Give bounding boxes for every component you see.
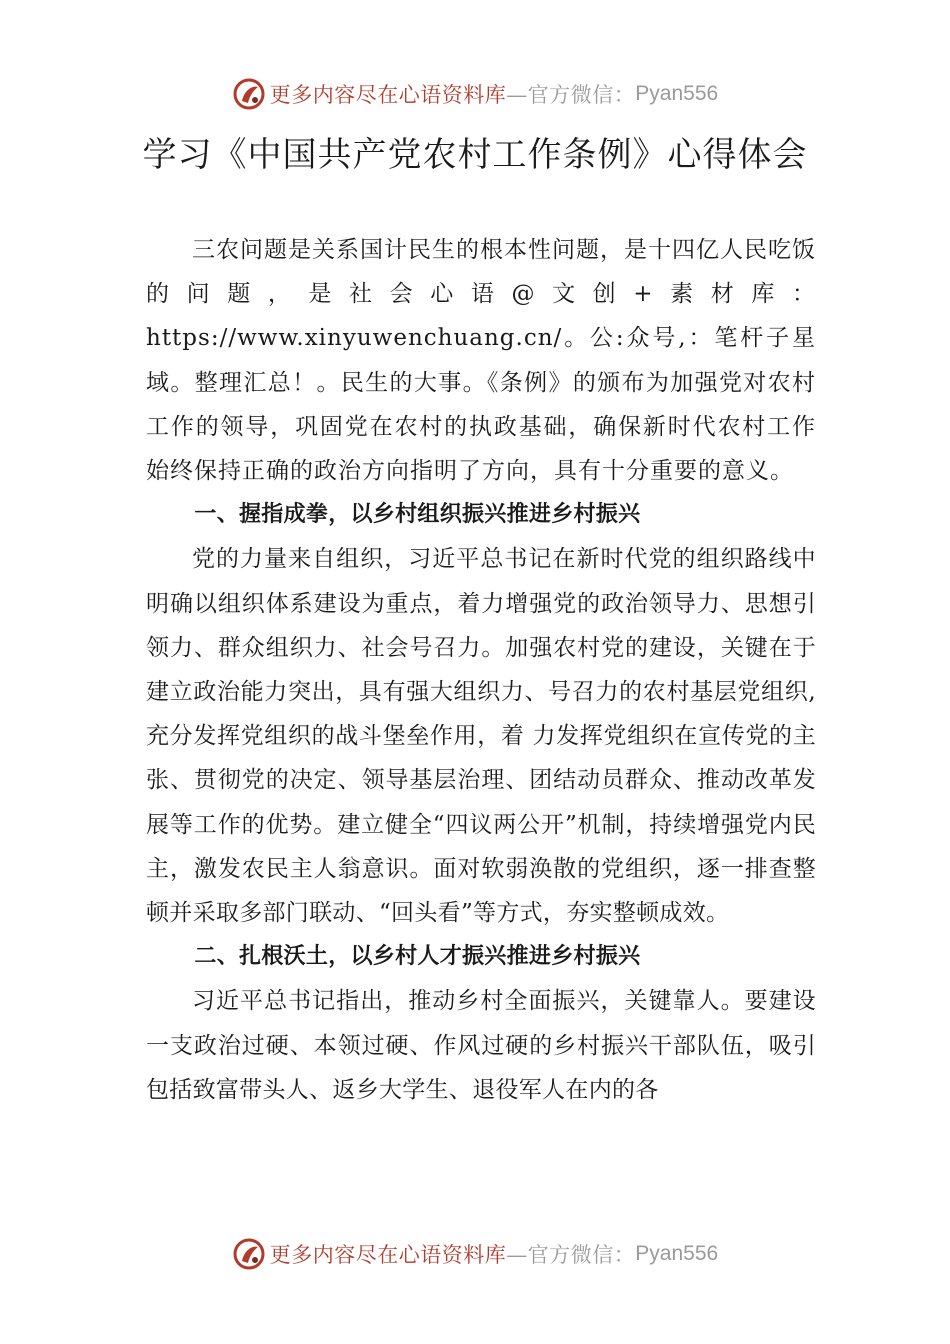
section-heading-2: 二、扎根沃土，以乡村人才振兴推进乡村振兴 [194, 944, 641, 970]
document-body [146, 228, 816, 1112]
brand-logo-icon [232, 1237, 266, 1271]
section-2-paragraph: 习近平总书记指出，推动乡村全面振兴，关键靠人。要建设一支政治过硬、本领过硬、作风过硬的乡村振兴干部队伍，吸引包括致富带头人、返乡大学生、退役军人在内的各 [146, 988, 816, 1103]
header-banner [0, 74, 950, 114]
brand-text: 更多内容尽在心语资料库 [269, 1243, 507, 1267]
wechat-id: Pyan556 [635, 82, 719, 105]
banner-separator: —官方微信： [506, 83, 636, 107]
banner-separator: —官方微信： [506, 1243, 636, 1267]
section-heading-1: 一、握指成拳，以乡村组织振兴推进乡村振兴 [194, 502, 641, 528]
wechat-id: Pyan556 [635, 1242, 719, 1265]
document-title: 学习《中国共产党农村工作条例》心得体会 [142, 135, 808, 175]
brand-logo-icon [232, 77, 266, 111]
footer-banner [0, 1234, 950, 1274]
intro-paragraph: 三农问题是关系国计民生的根本性问题，是十四亿人民吃饭的问题，是社会心语@文创+素材库：https://www.xinyuwenchuang.cn/。公:众号,：笔杆子星域。整理汇总！。民生的大事。《条例》的颁布为加强党对农村工作的领导，巩固党在农村的执政基础，确保新时代农村工作始终保持正确的政治方向指明了方向，具有十分重要的意义。 [146, 237, 816, 485]
brand-text: 更多内容尽在心语资料库 [269, 83, 507, 107]
section-1-paragraph: 党的力量来自组织，习近平总书记在新时代党的组织路线中明确以组织体系建设为重点，着力增强党的政治领导力、思想引领力、群众组织力、社会号召力。加强农村党的建设，关键在于建立政治能力突出，具有强大组织力、号召力的农村基层党组织,充分发挥党组织的战斗堡垒作用，着 力发挥党组织在宣传党的主张、贯彻党的决定、领导基层治理、团结动员群众、推动改革发展等工作的优势。建立健全“四议两公开”机制，持续增强党内民主，激发农民主人翁意识。面对软弱涣散的党组织，逐一排查整顿并采取多部门联动、“回头看”等方式，夯实整顿成效。 [146, 546, 816, 927]
